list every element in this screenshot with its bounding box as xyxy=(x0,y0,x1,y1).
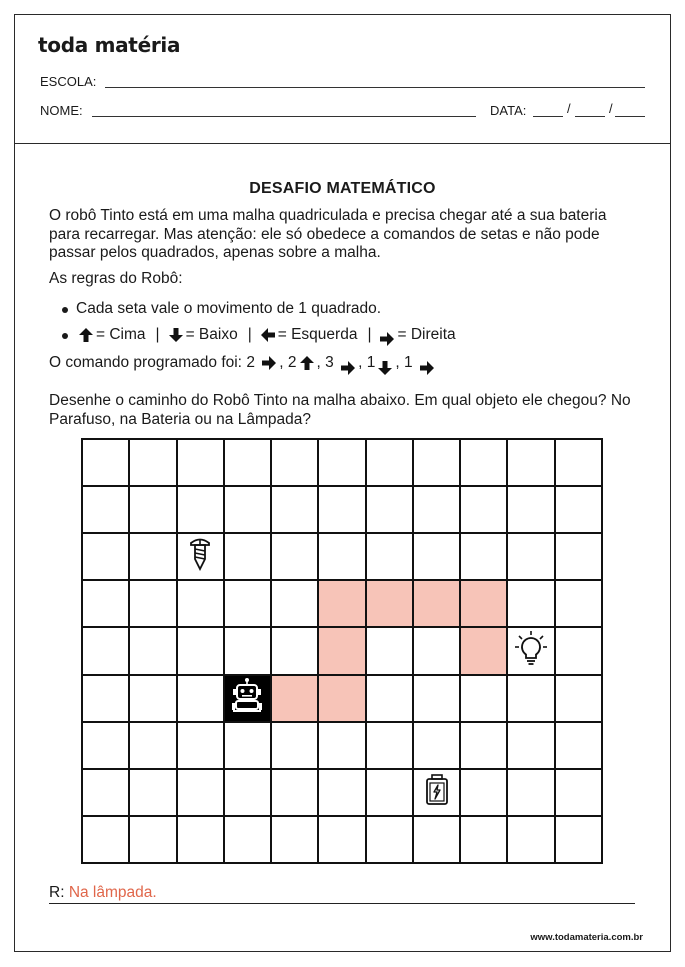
grid-cell[interactable] xyxy=(224,486,271,533)
grid-cell[interactable] xyxy=(271,580,318,627)
grid-cell[interactable] xyxy=(82,439,129,486)
grid-cell[interactable] xyxy=(507,533,554,580)
grid-cell[interactable] xyxy=(129,580,176,627)
grid-cell[interactable] xyxy=(177,627,224,674)
grid-cell[interactable] xyxy=(177,580,224,627)
grid-cell[interactable] xyxy=(129,627,176,674)
step-separator: , xyxy=(395,354,400,371)
grid-cell[interactable] xyxy=(271,816,318,863)
grid-cell[interactable] xyxy=(460,486,507,533)
date-separator: / xyxy=(567,101,571,116)
grid-cell[interactable] xyxy=(507,439,554,486)
grid-cell[interactable] xyxy=(177,769,224,816)
grid-cell[interactable] xyxy=(177,486,224,533)
grid-cell[interactable] xyxy=(129,439,176,486)
grid-cell[interactable] xyxy=(366,627,413,674)
grid-cell-path[interactable] xyxy=(460,627,507,674)
grid-cell[interactable] xyxy=(82,769,129,816)
grid-cell[interactable] xyxy=(366,816,413,863)
grid-cell[interactable] xyxy=(555,533,602,580)
grid-cell[interactable] xyxy=(82,486,129,533)
grid-cell[interactable] xyxy=(460,439,507,486)
grid-cell-path[interactable] xyxy=(366,580,413,627)
header-divider xyxy=(14,143,671,144)
answer-label: R: xyxy=(49,884,65,901)
arrow-right-icon xyxy=(261,355,277,371)
arrow-down-icon xyxy=(168,327,184,343)
grid-cell-path[interactable] xyxy=(460,580,507,627)
step-count: 1 xyxy=(403,354,413,371)
step-count: 2 xyxy=(287,354,297,371)
grid-cell-path[interactable] xyxy=(318,580,365,627)
arrow-down-icon xyxy=(377,360,393,376)
step-count: 1 xyxy=(366,354,376,371)
grid-cell[interactable] xyxy=(507,486,554,533)
grid-cell-path[interactable] xyxy=(413,580,460,627)
grid-cell[interactable] xyxy=(555,816,602,863)
grid-cell-path[interactable] xyxy=(318,675,365,722)
grid-cell[interactable] xyxy=(177,533,224,580)
command-label: O comando programado foi: xyxy=(49,354,242,371)
question-paragraph: Desenhe o caminho do Robô Tinto na malha abaixo. Em qual objeto ele chegou? No Parafuso, na Bateria ou na Lâmpada? xyxy=(49,392,631,428)
grid-cell[interactable] xyxy=(224,769,271,816)
rule-separator: | xyxy=(155,326,160,343)
grid-cell[interactable] xyxy=(366,486,413,533)
rule-separator: | xyxy=(247,326,252,343)
rules-list xyxy=(58,296,456,348)
grid-cell[interactable] xyxy=(82,533,129,580)
step-count: 3 xyxy=(325,354,334,371)
grid-cell[interactable] xyxy=(555,439,602,486)
arrow-left-icon xyxy=(260,327,276,343)
grid-cell-path[interactable] xyxy=(271,675,318,722)
grid-cell[interactable] xyxy=(224,533,271,580)
grid-cell[interactable] xyxy=(555,627,602,674)
grid-cell[interactable] xyxy=(271,722,318,769)
grid-cell[interactable] xyxy=(413,627,460,674)
grid-cell[interactable] xyxy=(507,580,554,627)
grid-cell[interactable] xyxy=(366,675,413,722)
grid-cell[interactable] xyxy=(366,439,413,486)
grid-cell[interactable] xyxy=(271,627,318,674)
screw-icon xyxy=(187,537,213,576)
grid-cell[interactable] xyxy=(82,627,129,674)
grid-cell[interactable] xyxy=(224,722,271,769)
date-day-field[interactable] xyxy=(533,116,563,117)
date-separator: / xyxy=(609,101,613,116)
battery-icon xyxy=(424,774,450,811)
command-step xyxy=(325,354,367,372)
grid-cell[interactable] xyxy=(224,816,271,863)
grid-cell[interactable] xyxy=(129,486,176,533)
grid-cell[interactable] xyxy=(129,722,176,769)
grid-cell[interactable] xyxy=(271,486,318,533)
rule-left-text: = Esquerda xyxy=(277,326,358,343)
grid-cell[interactable] xyxy=(129,816,176,863)
rule-item xyxy=(58,296,456,322)
grid-cell[interactable] xyxy=(82,722,129,769)
grid-cell-path[interactable] xyxy=(318,627,365,674)
arrow-right-icon xyxy=(419,360,435,376)
grid-cell[interactable] xyxy=(177,439,224,486)
grid-cell[interactable] xyxy=(413,722,460,769)
date-month-field[interactable] xyxy=(575,116,605,117)
grid-cell[interactable] xyxy=(413,486,460,533)
school-label: ESCOLA: xyxy=(40,74,97,89)
arrow-right-icon xyxy=(340,360,356,376)
grid-cell[interactable] xyxy=(507,816,554,863)
name-label: NOME: xyxy=(40,103,83,118)
grid-cell[interactable] xyxy=(460,722,507,769)
grid-cell[interactable] xyxy=(460,533,507,580)
grid-cell[interactable] xyxy=(271,769,318,816)
grid-cell[interactable] xyxy=(413,675,460,722)
grid-cell[interactable] xyxy=(82,580,129,627)
grid-board[interactable] xyxy=(81,438,603,864)
grid-cell[interactable] xyxy=(413,816,460,863)
grid-cell[interactable] xyxy=(129,769,176,816)
grid-cell[interactable] xyxy=(177,722,224,769)
command-step xyxy=(246,354,288,372)
grid-cell[interactable] xyxy=(555,580,602,627)
answer-value[interactable]: Na lâmpada. xyxy=(68,884,157,901)
rules-heading: As regras do Robô: xyxy=(49,270,183,287)
grid-cell[interactable] xyxy=(177,816,224,863)
school-field[interactable] xyxy=(105,87,645,88)
intro-paragraph: O robô Tinto está em uma malha quadriculada e precisa chegar até a sua bateria para recarregar. Mas atenção: ele só obedece a comandos de setas e não pode passar pelos quadrados, apenas sobre a malha. xyxy=(49,207,607,261)
grid-cell[interactable] xyxy=(507,675,554,722)
command-step xyxy=(404,354,437,372)
grid-cell[interactable] xyxy=(507,722,554,769)
grid-cell[interactable] xyxy=(413,533,460,580)
date-year-field[interactable] xyxy=(615,116,645,117)
grid-cell[interactable] xyxy=(82,816,129,863)
grid-cell[interactable] xyxy=(129,533,176,580)
page-title: DESAFIO MATEMÁTICO xyxy=(249,180,436,197)
grid-cell[interactable] xyxy=(460,769,507,816)
grid-cell[interactable] xyxy=(82,675,129,722)
grid-cell[interactable] xyxy=(318,533,365,580)
grid-cell[interactable] xyxy=(507,769,554,816)
step-count: 2 xyxy=(246,354,255,371)
grid-cell[interactable] xyxy=(271,439,318,486)
command-step xyxy=(367,354,404,372)
rule-item-arrows xyxy=(58,322,456,348)
grid-cell-robot[interactable] xyxy=(224,675,271,722)
grid-cell[interactable] xyxy=(224,580,271,627)
step-separator: , xyxy=(358,354,363,371)
answer-line-text xyxy=(49,884,157,902)
grid-cell[interactable] xyxy=(318,816,365,863)
grid-cell[interactable] xyxy=(366,769,413,816)
arrow-up-icon xyxy=(78,327,94,343)
rule-text: Cada seta vale o movimento de 1 quadrado. xyxy=(76,300,382,317)
grid-cell[interactable] xyxy=(507,627,554,674)
grid-cell[interactable] xyxy=(555,675,602,722)
grid-cell[interactable] xyxy=(224,439,271,486)
rule-down-text: = Baixo xyxy=(185,326,238,343)
command-line xyxy=(49,354,437,372)
rule-up-text: = Cima xyxy=(96,326,146,343)
arrow-right-icon xyxy=(379,331,395,347)
rule-right-text: = Direita xyxy=(397,326,456,343)
grid-cell[interactable] xyxy=(460,816,507,863)
brand-logo: toda matéria xyxy=(38,33,181,57)
grid-cell[interactable] xyxy=(318,722,365,769)
lightbulb-icon xyxy=(514,630,548,671)
arrow-up-icon xyxy=(299,355,315,371)
grid-cell[interactable] xyxy=(555,722,602,769)
grid-cell[interactable] xyxy=(460,675,507,722)
name-field[interactable] xyxy=(92,116,476,117)
grid-cell[interactable] xyxy=(413,439,460,486)
grid-cell[interactable] xyxy=(366,533,413,580)
rule-separator: | xyxy=(367,326,372,343)
step-separator: , xyxy=(316,354,321,371)
answer-underline xyxy=(49,903,635,904)
date-label: DATA: xyxy=(490,103,527,118)
grid-cell[interactable] xyxy=(413,769,460,816)
grid-cell[interactable] xyxy=(177,675,224,722)
step-separator: , xyxy=(279,354,284,371)
grid-cell[interactable] xyxy=(318,439,365,486)
grid-cell[interactable] xyxy=(224,627,271,674)
grid-cell[interactable] xyxy=(555,486,602,533)
grid-cell[interactable] xyxy=(271,533,318,580)
grid-cell[interactable] xyxy=(318,769,365,816)
command-step xyxy=(288,354,325,372)
grid-cell[interactable] xyxy=(366,722,413,769)
grid-cell[interactable] xyxy=(318,486,365,533)
grid-cell[interactable] xyxy=(129,675,176,722)
grid-cell[interactable] xyxy=(555,769,602,816)
robot-icon xyxy=(227,677,267,720)
footer-url: www.todamateria.com.br xyxy=(530,932,643,943)
